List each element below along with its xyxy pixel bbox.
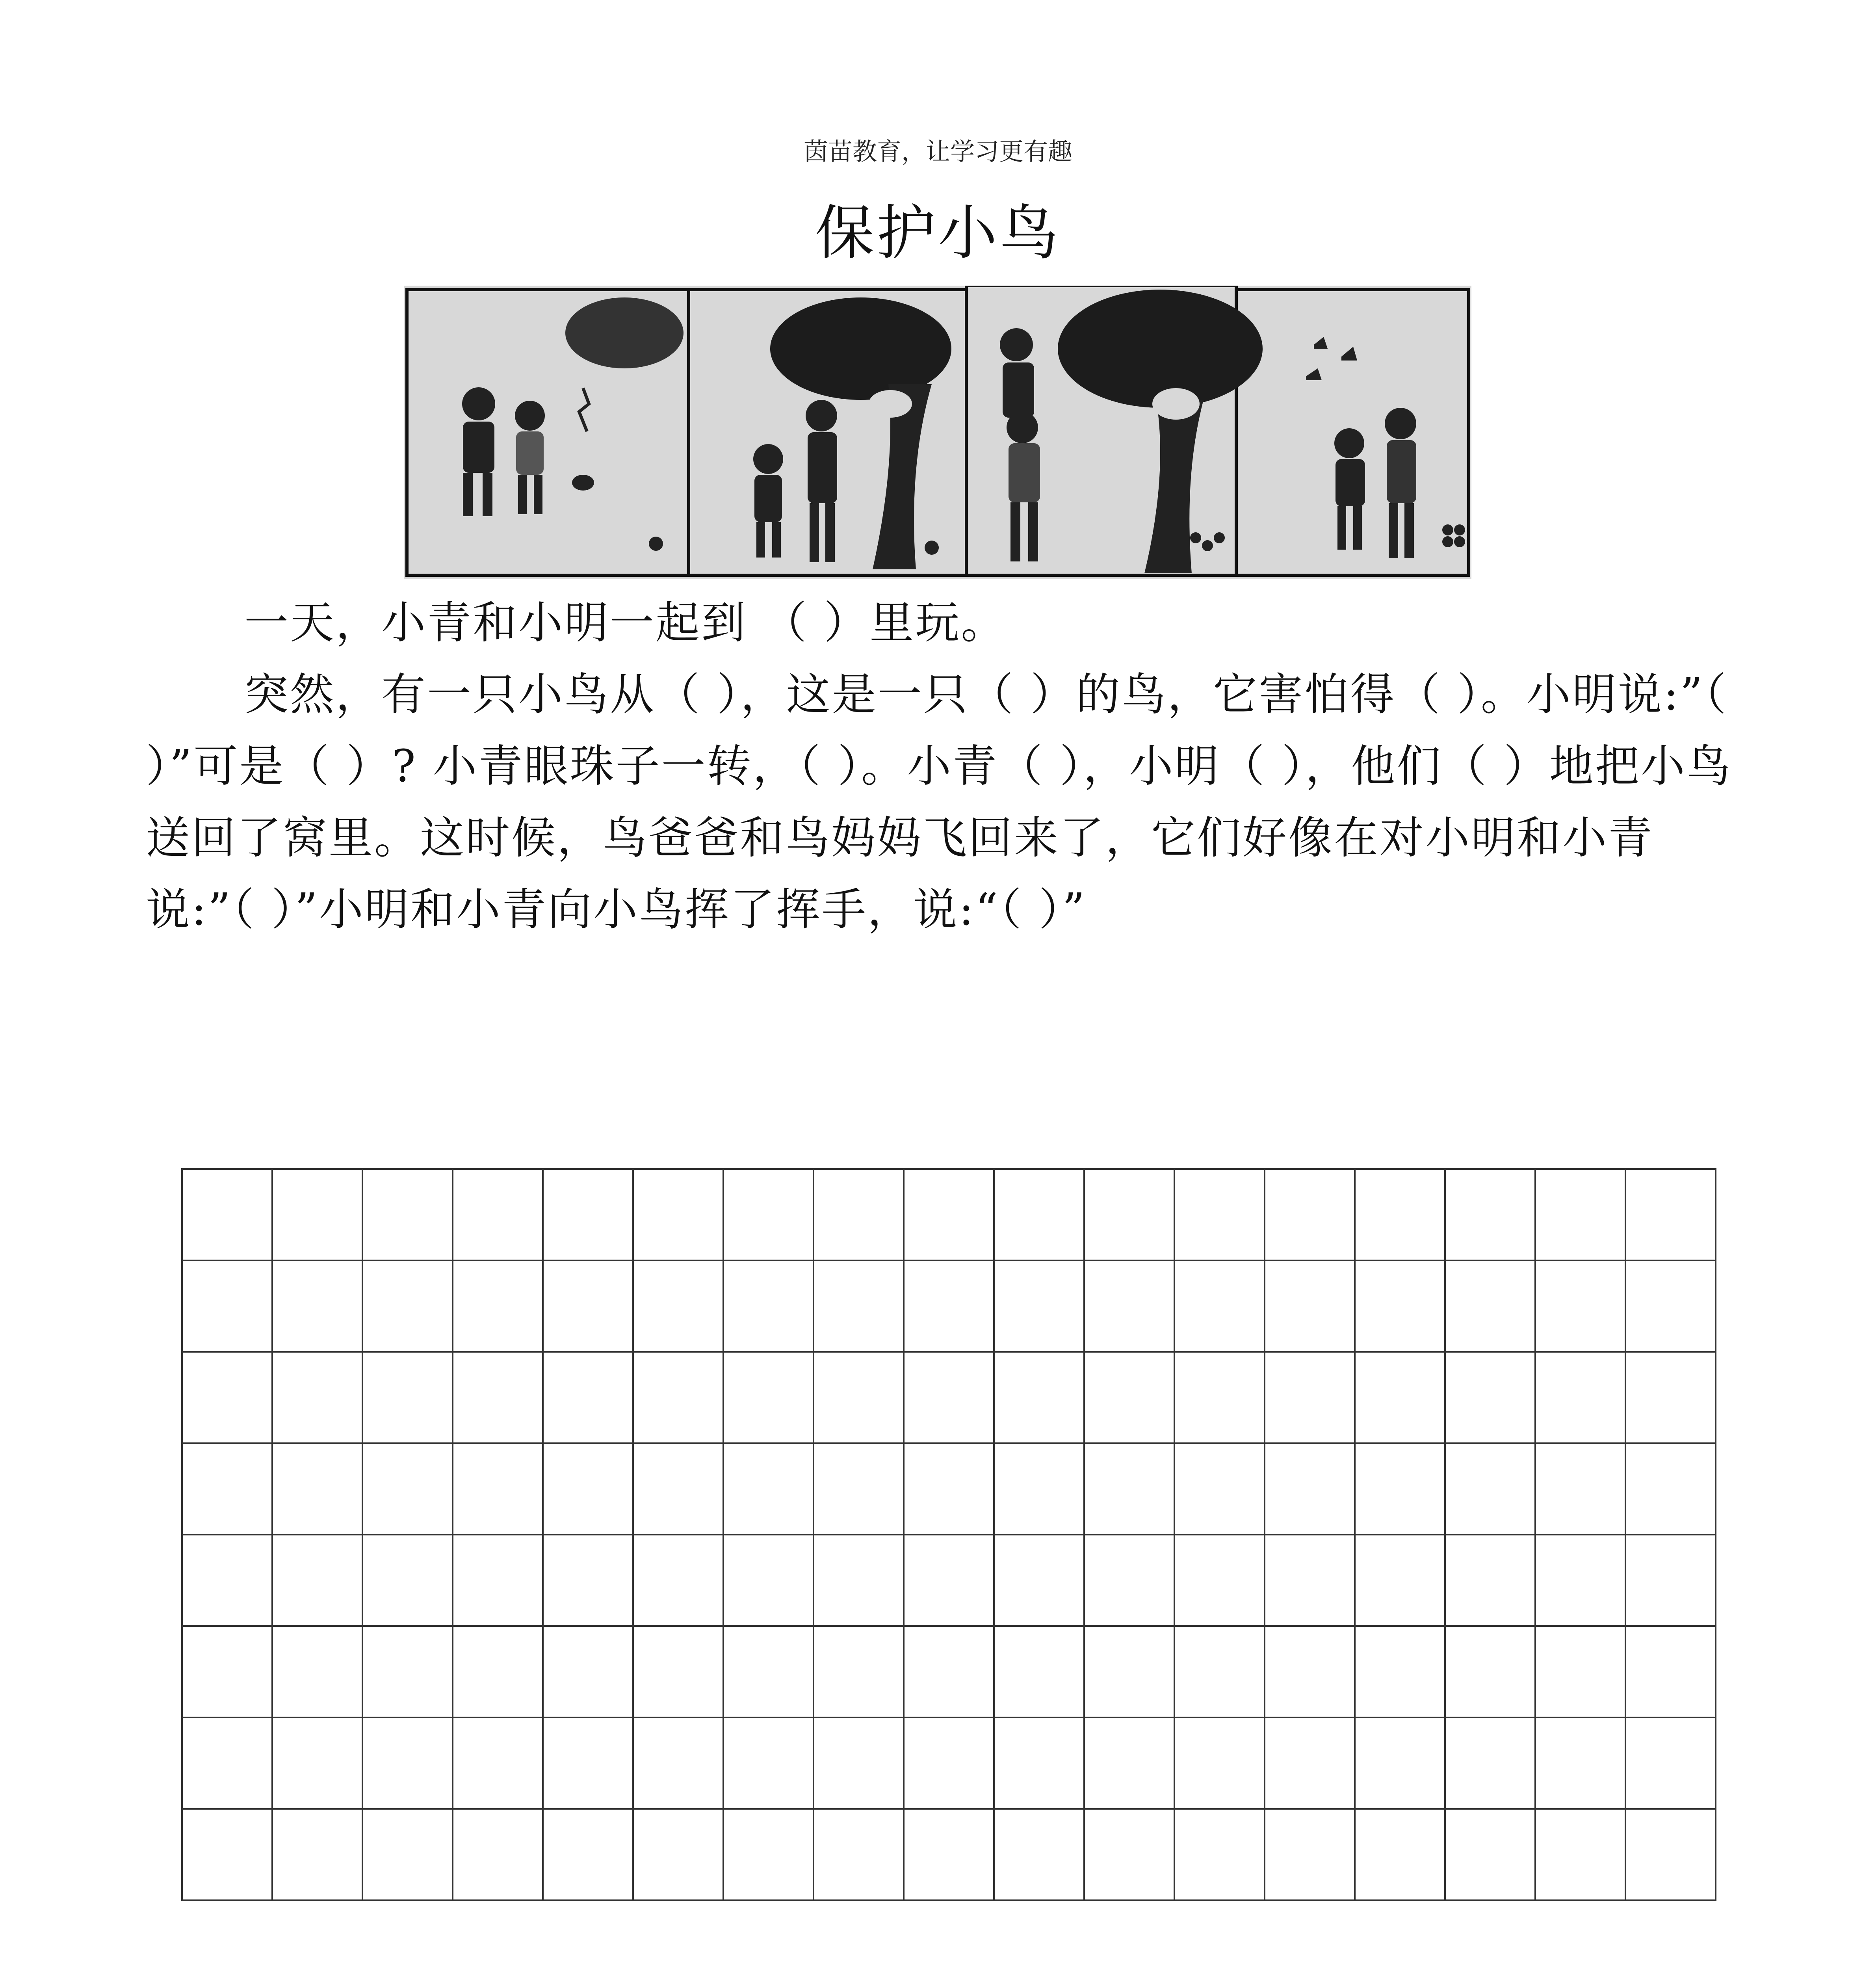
grid-cell[interactable] (1265, 1443, 1355, 1535)
grid-cell[interactable] (272, 1809, 362, 1900)
grid-cell[interactable] (723, 1717, 814, 1809)
grid-cell[interactable] (362, 1169, 453, 1260)
grid-cell[interactable] (1445, 1809, 1535, 1900)
grid-cell[interactable] (182, 1717, 272, 1809)
grid-cell[interactable] (1084, 1443, 1174, 1535)
grid-cell[interactable] (814, 1626, 904, 1717)
grid-cell[interactable] (1265, 1352, 1355, 1443)
grid-cell[interactable] (1535, 1443, 1625, 1535)
grid-cell[interactable] (1174, 1535, 1265, 1626)
grid-cell[interactable] (182, 1169, 272, 1260)
grid-row (182, 1443, 1716, 1535)
grid-cell[interactable] (1174, 1809, 1265, 1900)
grid-cell[interactable] (272, 1443, 362, 1535)
grid-cell[interactable] (1445, 1260, 1535, 1352)
grid-row (182, 1809, 1716, 1900)
grid-row (182, 1626, 1716, 1717)
grid-cell[interactable] (1084, 1535, 1174, 1626)
grid-cell[interactable] (1625, 1169, 1716, 1260)
grid-cell[interactable] (1174, 1626, 1265, 1717)
writing-grid (181, 1168, 1716, 1901)
grid-cell[interactable] (1535, 1717, 1625, 1809)
grid-cell[interactable] (723, 1169, 814, 1260)
grid-cell[interactable] (272, 1717, 362, 1809)
grid-cell[interactable] (1265, 1535, 1355, 1626)
grid-cell[interactable] (453, 1352, 543, 1443)
story-text (146, 587, 1741, 946)
grid-cell[interactable] (543, 1535, 633, 1626)
grid-cell[interactable] (1355, 1535, 1445, 1626)
grid-cell[interactable] (1625, 1443, 1716, 1535)
grid-cell[interactable] (1265, 1169, 1355, 1260)
grid-cell[interactable] (453, 1260, 543, 1352)
grid-cell[interactable] (904, 1535, 994, 1626)
grid-cell[interactable] (633, 1443, 723, 1535)
grid-cell[interactable] (904, 1626, 994, 1717)
grid-cell[interactable] (182, 1626, 272, 1717)
grid-cell[interactable] (182, 1260, 272, 1352)
page-title: 保护小鸟 (815, 199, 1061, 268)
grid-cell[interactable] (1084, 1260, 1174, 1352)
grid-cell[interactable] (1445, 1443, 1535, 1535)
grid-cell[interactable] (543, 1169, 633, 1260)
grid-cell[interactable] (543, 1443, 633, 1535)
grid-cell[interactable] (723, 1443, 814, 1535)
grid-cell[interactable] (182, 1809, 272, 1900)
grid-cell[interactable] (633, 1352, 723, 1443)
grid-cell[interactable] (1535, 1626, 1625, 1717)
grid-cell[interactable] (362, 1626, 453, 1717)
grid-cell[interactable] (453, 1169, 543, 1260)
grid-cell[interactable] (904, 1352, 994, 1443)
grid-cell[interactable] (1355, 1169, 1445, 1260)
grid-row (182, 1535, 1716, 1626)
grid-cell[interactable] (633, 1809, 723, 1900)
grid-cell[interactable] (272, 1626, 362, 1717)
grid-cell[interactable] (362, 1352, 453, 1443)
grid-cell[interactable] (1535, 1169, 1625, 1260)
grid-row (182, 1717, 1716, 1809)
grid-cell[interactable] (814, 1809, 904, 1900)
grid-cell[interactable] (994, 1626, 1084, 1717)
grid-cell[interactable] (543, 1809, 633, 1900)
grid-cell[interactable] (994, 1717, 1084, 1809)
grid-cell[interactable] (543, 1626, 633, 1717)
grid-cell[interactable] (362, 1535, 453, 1626)
grid-cell[interactable] (1265, 1260, 1355, 1352)
grid-cell[interactable] (814, 1260, 904, 1352)
grid-cell[interactable] (1355, 1626, 1445, 1717)
grid-cell[interactable] (1174, 1443, 1265, 1535)
grid-cell[interactable] (723, 1535, 814, 1626)
grid-cell[interactable] (453, 1717, 543, 1809)
grid-cell[interactable] (272, 1535, 362, 1626)
grid-cell[interactable] (272, 1169, 362, 1260)
grid-cell[interactable] (1445, 1169, 1535, 1260)
grid-cell[interactable] (633, 1535, 723, 1626)
grid-cell[interactable] (1535, 1535, 1625, 1626)
grid-cell[interactable] (904, 1717, 994, 1809)
grid-cell[interactable] (1355, 1352, 1445, 1443)
grid-cell[interactable] (1355, 1717, 1445, 1809)
grid-cell[interactable] (1535, 1809, 1625, 1900)
story-paragraph-1: 一天，小青和小明一起到 （ ）里玩。 (244, 597, 1007, 649)
grid-cell[interactable] (1174, 1717, 1265, 1809)
comic-strip-svg (404, 286, 1471, 579)
grid-cell[interactable] (633, 1260, 723, 1352)
grid-cell[interactable] (272, 1260, 362, 1352)
grid-cell[interactable] (1084, 1352, 1174, 1443)
grid-cell[interactable] (453, 1443, 543, 1535)
grid-cell[interactable] (182, 1535, 272, 1626)
grid-cell[interactable] (1625, 1260, 1716, 1352)
grid-cell[interactable] (1535, 1260, 1625, 1352)
grid-cell[interactable] (994, 1169, 1084, 1260)
grid-row (182, 1260, 1716, 1352)
grid-cell[interactable] (1355, 1443, 1445, 1535)
grid-cell[interactable] (904, 1809, 994, 1900)
grid-cell[interactable] (453, 1535, 543, 1626)
grid-cell[interactable] (814, 1352, 904, 1443)
grid-cell[interactable] (1445, 1717, 1535, 1809)
grid-cell[interactable] (1084, 1717, 1174, 1809)
grid-cell[interactable] (182, 1443, 272, 1535)
grid-cell[interactable] (994, 1352, 1084, 1443)
grid-cell[interactable] (1535, 1352, 1625, 1443)
grid-cell[interactable] (1084, 1169, 1174, 1260)
grid-cell[interactable] (272, 1352, 362, 1443)
grid-cell[interactable] (362, 1260, 453, 1352)
grid-cell[interactable] (994, 1535, 1084, 1626)
grid-cell[interactable] (543, 1352, 633, 1443)
grid-cell[interactable] (1084, 1809, 1174, 1900)
grid-cell[interactable] (362, 1443, 453, 1535)
grid-cell[interactable] (723, 1809, 814, 1900)
grid-row (182, 1352, 1716, 1443)
grid-cell[interactable] (904, 1443, 994, 1535)
grid-cell[interactable] (994, 1443, 1084, 1535)
grid-cell[interactable] (1355, 1260, 1445, 1352)
grid-cell[interactable] (1445, 1626, 1535, 1717)
grid-cell[interactable] (1625, 1626, 1716, 1717)
grid-cell[interactable] (904, 1169, 994, 1260)
grid-cell[interactable] (994, 1809, 1084, 1900)
grid-cell[interactable] (723, 1626, 814, 1717)
grid-cell[interactable] (1174, 1260, 1265, 1352)
grid-cell[interactable] (1084, 1626, 1174, 1717)
grid-cell[interactable] (362, 1809, 453, 1900)
grid-cell[interactable] (633, 1169, 723, 1260)
grid-cell[interactable] (814, 1535, 904, 1626)
grid-cell[interactable] (814, 1717, 904, 1809)
grid-cell[interactable] (1355, 1809, 1445, 1900)
grid-cell[interactable] (1265, 1809, 1355, 1900)
grid-cell[interactable] (1625, 1809, 1716, 1900)
grid-cell[interactable] (182, 1352, 272, 1443)
grid-row (182, 1169, 1716, 1260)
grid-cell[interactable] (543, 1717, 633, 1809)
grid-cell[interactable] (1625, 1352, 1716, 1443)
grid-cell[interactable] (1265, 1717, 1355, 1809)
comic-strip-illustration (404, 286, 1471, 579)
grid-cell[interactable] (633, 1626, 723, 1717)
grid-cell[interactable] (723, 1352, 814, 1443)
grid-cell[interactable] (633, 1717, 723, 1809)
grid-cell[interactable] (1174, 1352, 1265, 1443)
grid-cell[interactable] (1265, 1626, 1355, 1717)
grid-cell[interactable] (723, 1260, 814, 1352)
grid-cell[interactable] (1445, 1535, 1535, 1626)
grid-cell[interactable] (1445, 1352, 1535, 1443)
grid-cell[interactable] (453, 1809, 543, 1900)
grid-cell[interactable] (543, 1260, 633, 1352)
grid-cell[interactable] (1625, 1717, 1716, 1809)
grid-cell[interactable] (994, 1260, 1084, 1352)
grid-cell[interactable] (362, 1717, 453, 1809)
grid-cell[interactable] (814, 1169, 904, 1260)
grid-cell[interactable] (1174, 1169, 1265, 1260)
grid-cell[interactable] (453, 1626, 543, 1717)
grid-cell[interactable] (814, 1443, 904, 1535)
grid-cell[interactable] (1625, 1535, 1716, 1626)
header-note: 茵苗教育，让学习更有趣 (803, 137, 1072, 166)
grid-cell[interactable] (904, 1260, 994, 1352)
story-paragraph-2: 突然，有一只小鸟从（ ），这是一只（ ）的鸟，它害怕得（ ）。小明说:”（ ）”可是（ ）? 小青眼珠子一转，（ ）。小青（ ），小明（ ），他们（ ）地把小鸟送回了窝里。这时候，鸟爸爸和鸟妈妈飞回来了，它们好像在对小明和小青说:”（ ）”小明和小青向小鸟挥了挥手，说:“（ ）” (146, 669, 1732, 935)
